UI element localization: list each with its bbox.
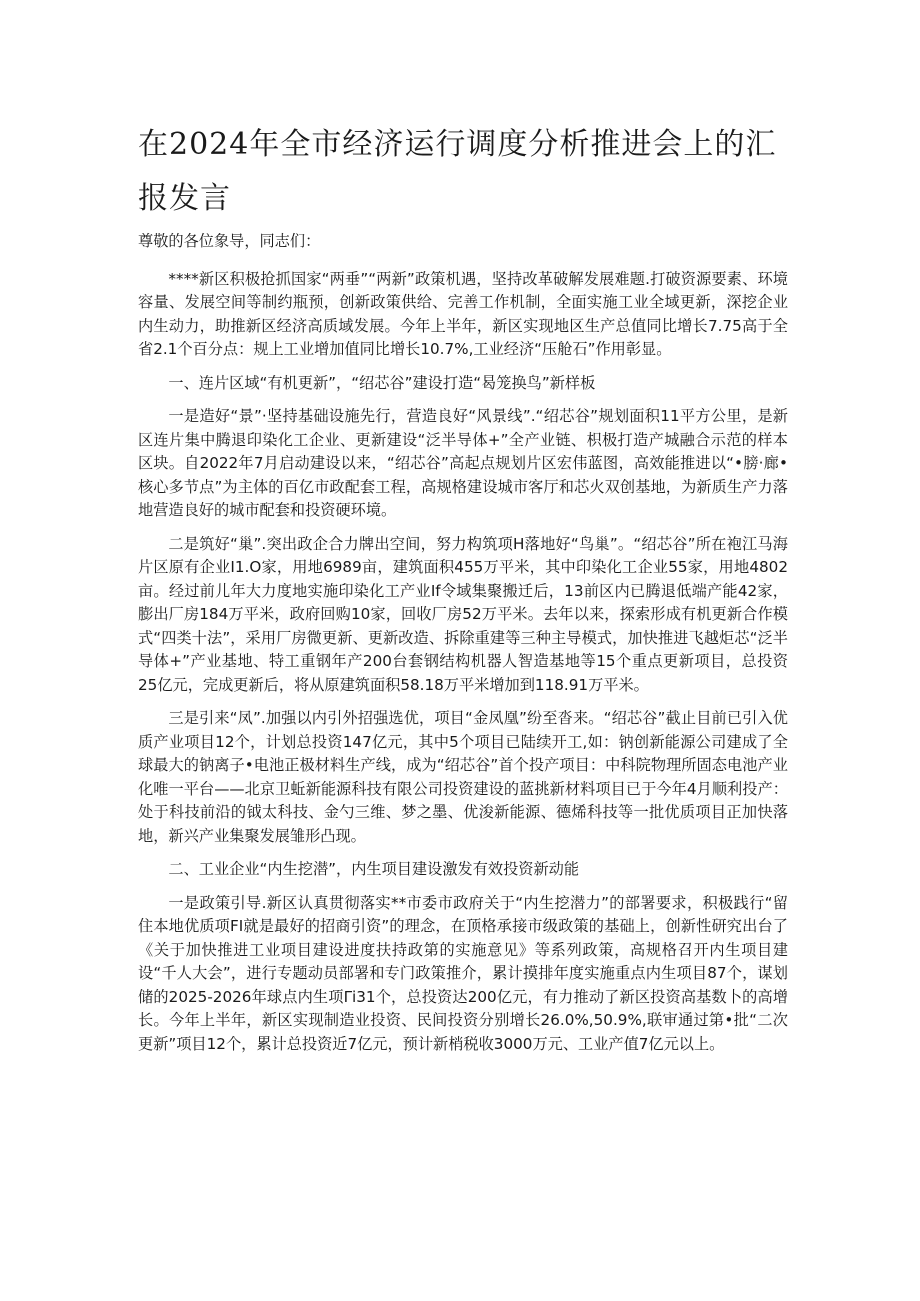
section-heading-1: 一、连片区域“有机更新”，“绍芯谷”建设打造“曷笼换鸟”新样板 <box>168 373 596 392</box>
document-body <box>138 230 788 1066</box>
paragraph-intro: ****新区积极抢抓国家“两垂”“两新”政策机遇，坚持改革破解发展难题.打破资源要素、环境容量、发展空间等制约瓶预，创新政策供给、完善工作机制，全面实施工业全域更新，深挖企业内生动力，助推新区经济高质域发展。今年上半年，新区实现地区生产总值同比增长7.75高于全省2.1个百分点：规上工业增加值同比增长10.7%,工业经济“压舱石”作用彰显。 <box>138 269 788 358</box>
paragraph-section2-point1: 一是政策引导.新区认真贯彻落实**市委市政府关于“内生挖潜力”的部署要求，积极践行“留住本地优质项FI就是最好的招商引资”的理念，在顶格承接市级政策的基础上，创新性研究出台了《关于加快推进工业项目建设进度扶持政第的实施意见》等系列政策，高规格召开内生项目建设“千人大会”，进行专题动员部署和专门政策推介，累计摸排年度实施重点内生项目87个，谋划储的2025-2026年球点内生项Γi31个，总投资达200亿元，有力推动了新区投资高基数卜的高增长。今年上半年，新区实现制造业投资、民间投资分别增长26.0%,50.9%,联审通过第•批“二次更新”项目12个，累计总投资近7亿元，预计新梢税收3000万元、工业产值7亿元以上。 <box>138 893 788 1053</box>
section-heading-2: 二、工业企业“内生挖潜”，内生项目建设激发有效投资新动能 <box>168 860 580 878</box>
paragraph-section1-point1: 一是造好“景”·坚持基础设施先行，营造良好“风景线”.“绍芯谷”规划面积11平方公里，是新区连片集中腾退印染化工企业、更新建设“泛半导体+”全产业链、枳极打造产城融合示范的样本区块。自2022年7月启动建设以来，“绍芯谷”高起点规划片区宏伟蓝图，高效能推进以“•膀·廊•核心多节点”为主体的百亿市政配套工程，高规格建设城市客厅和芯火双创基地，为新质生产力落地营造良好的城市配套和投资硬环境。 <box>138 407 788 519</box>
salutation: 尊敬的各位象导，同志们： <box>138 232 321 250</box>
paragraph-section1-point3: 三是引来“凤”.加强以内引外招强选优，项目“金凤凰”纷至沓来。“绍芯谷”截止目前已引入优质产业项目12个，计划总投资147亿元，其中5个项目已陆续开工,如：钠创新能源公司建成了全球最大的钠离子•电池正极材料生产线，成为“绍芯谷”首个投产项目：中科院物理所固态电池产业化唯一平台——北京卫蚯新能源科技有限公司投资建设的蓝挑新材料项目已于今年4月顺利投产：处于科技前沿的钺太科技、金勺三维、梦之墨、优浚新能源、德烯科技等一批优质项目正加快落地，新兴产业集聚发展雏形凸现。 <box>138 709 788 845</box>
paragraph-section1-point2: 二是筑好“巢”.突出政企合力牌出空间，努力构筑项H落地好“鸟巢”。“绍芯谷”所在袍江马海片区原有企业I1.O家，用地6989亩，建筑面积455万平米，其中印染化工企业55家，用地4802亩。经过前儿年大力度地实施印染化工产业If令域集聚搬迁后，13前区内已腾退低端产能42家，膨出厂房184万平米，政府回购10家，回收厂房52万平米。去年以来，探索形成有机更新合作模式“四类十法”，采用厂房微更新、更新改造、拆除重建等三种主导模式，加快推进飞越炬芯“泛半导体+”产业基地、特工重钢年产200台套钢结构机器人智造基地等15个重点更新项目，总投资25亿元，完成更新后，将从原建筑面积58.18万平米增加到118.91万平米。 <box>138 534 788 694</box>
document-title: 在2024年全市经济运行调度分析推进会上的汇报发言 <box>138 127 777 216</box>
